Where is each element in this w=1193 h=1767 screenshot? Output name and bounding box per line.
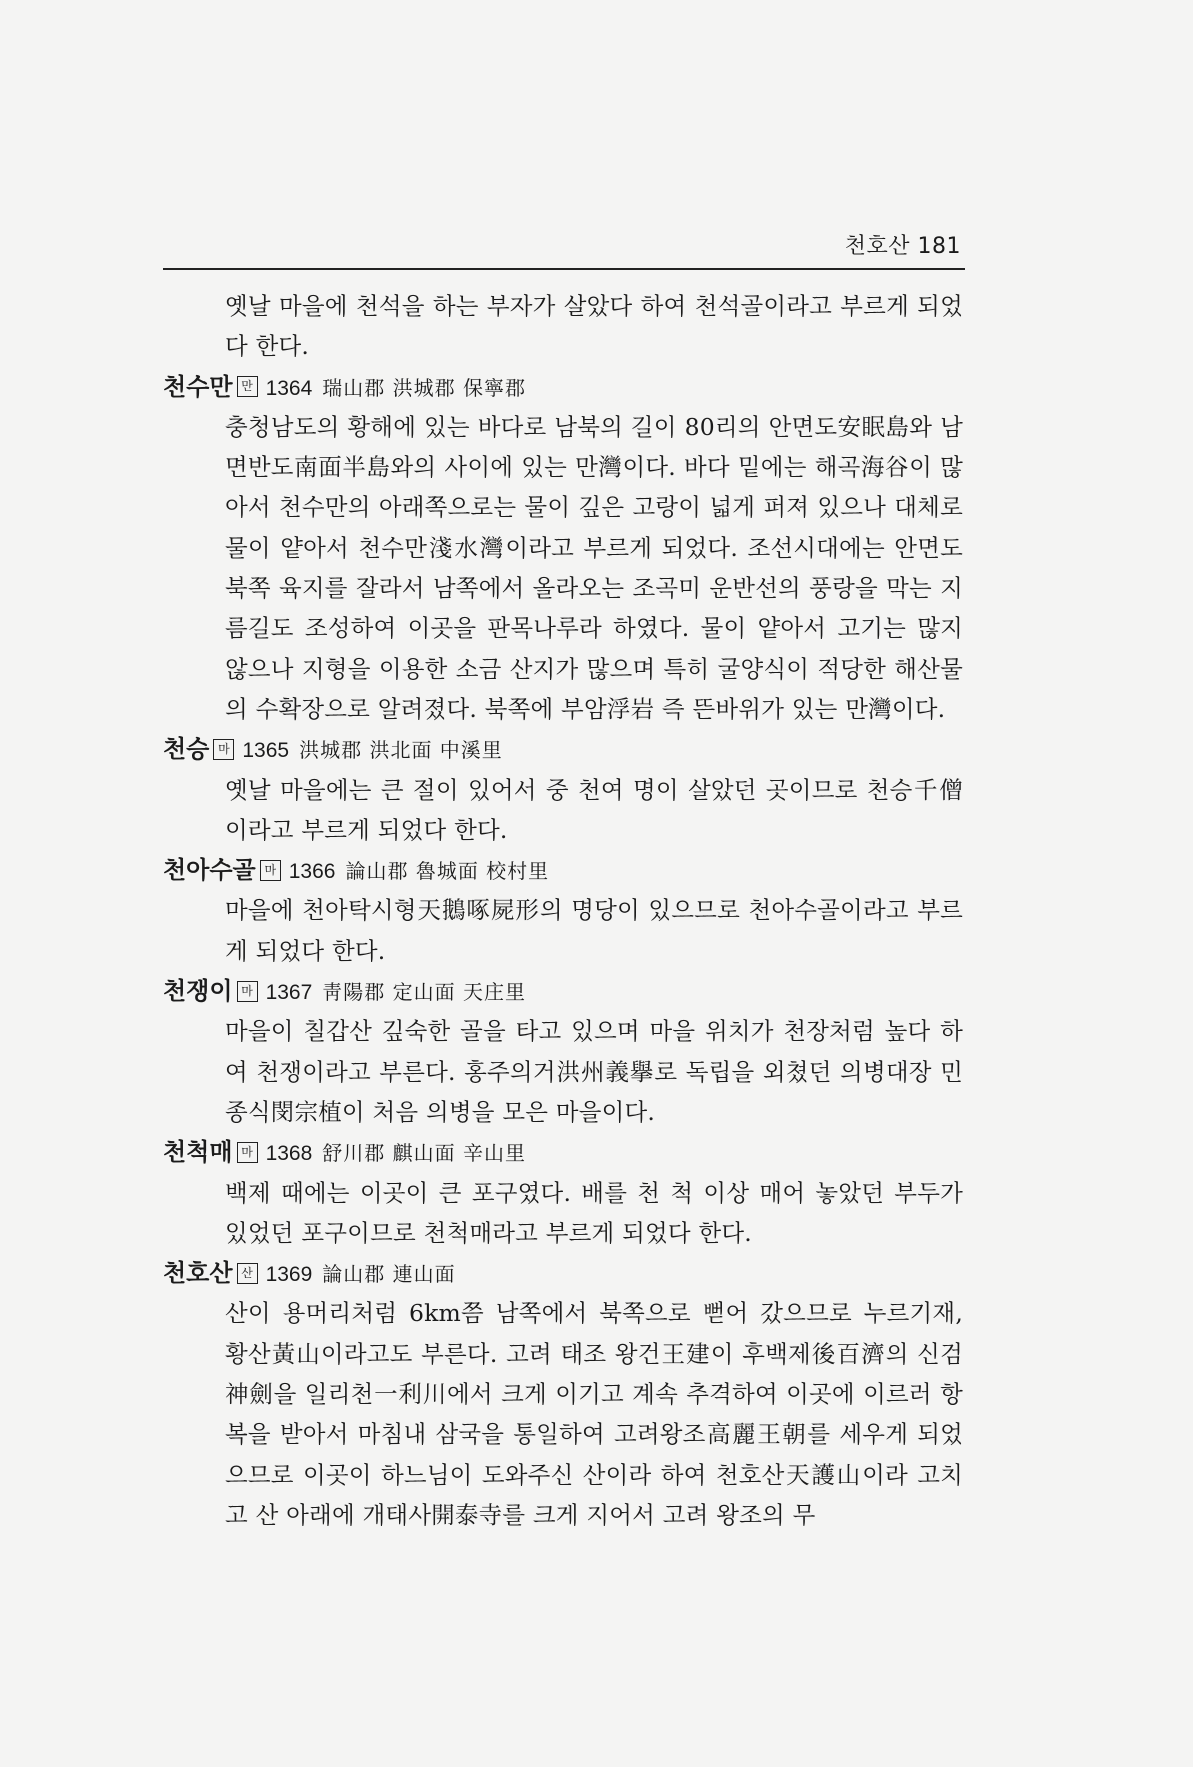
entry-number: 1369 xyxy=(265,1263,313,1287)
entry-type-mark: 만 xyxy=(237,376,258,397)
page-body xyxy=(163,286,973,1535)
entry-type-mark: 마 xyxy=(213,739,234,760)
entry-term: 천호산 xyxy=(163,1259,233,1288)
entry-type-mark: 산 xyxy=(237,1263,258,1284)
entry-term: 천아수골 xyxy=(163,856,256,885)
entry-text: 충청남도의 황해에 있는 바다로 남북의 길이 80리의 안면도安眠島와 남면반도南面半島와의 사이에 있는 만灣이다. 바다 밑에는 해곡海谷이 많아서 천수만의 아래쪽으로는 물이 깊은 고랑이 넓게 퍼져 있으나 대체로 물이 얕아서 천수만淺水灣이라고 부르게 되었다. 조선시대에는 안면도 북쪽 육지를 잘라서 남쪽에서 올라오는 조곡미 운반선의 풍랑을 막는 지름길도 조성하여 이곳을 판목나루라 하였다. 물이 얕아서 고기는 많지 않으나 지형을 이용한 소금 산지가 많으며 특히 굴양식이 적당한 해산물의 수확장으로 알려졌다. 북쪽에 부암浮岩 즉 뜬바위가 있는 만灣이다. xyxy=(225,412,963,723)
entry-text: 마을에 천아탁시형天鵝啄屍形의 명당이 있으므로 천아수골이라고 부르게 되었다 한다. xyxy=(225,896,963,965)
entry-cheonasugol xyxy=(163,850,973,971)
intro-paragraph: 옛날 마을에 천석을 하는 부자가 살았다 하여 천석골이라고 부르게 되었다 한다. xyxy=(225,292,963,361)
entry-location: 瑞山郡 洪城郡 保寧郡 xyxy=(322,375,526,400)
entry-heading xyxy=(163,1253,973,1293)
running-head-text: 천호산 181 xyxy=(844,234,961,259)
entry-cheonjaengi xyxy=(163,971,973,1132)
entry-term: 천승 xyxy=(163,735,210,764)
entry-heading xyxy=(163,367,973,407)
entry-heading xyxy=(163,1132,973,1172)
entry-type-mark: 마 xyxy=(237,1142,258,1163)
entry-number: 1364 xyxy=(265,376,313,400)
entry-type-mark: 마 xyxy=(237,981,258,1002)
entry-text: 마을이 칠갑산 깊숙한 골을 타고 있으며 마을 위치가 천장처럼 높다 하여 천쟁이라고 부른다. 홍주의거洪州義擧로 독립을 외쳤던 의병대장 민종식閔宗植이 처음 의병을 모은 마을이다. xyxy=(225,1017,963,1126)
entry-text: 백제 때에는 이곳이 큰 포구였다. 배를 천 척 이상 매어 놓았던 부두가 있었던 포구이므로 천척매라고 부르게 되었다 한다. xyxy=(225,1178,963,1247)
entry-location: 論山郡 魯城面 校村里 xyxy=(345,859,550,884)
entry-heading xyxy=(163,729,973,769)
entry-location: 靑陽郡 定山面 天庄里 xyxy=(322,980,526,1005)
entry-text: 산이 용머리처럼 6km쯤 남쪽에서 북쪽으로 뻗어 갔으므로 누르기재, 황산黃山이라고도 부른다. 고려 태조 왕건王建이 후백제後百濟의 신검神劍을 일리천一利川에서 크게 이기고 계속 추격하여 이곳에 이르러 항복을 받아서 마침내 삼국을 통일하여 고려왕조高麗王朝를 세우게 되었으므로 이곳이 하느님이 도와주신 산이라 하여 천호산天護山이라 고치고 산 아래에 개태사開泰寺를 크게 지어서 고려 왕조의 무 xyxy=(225,1299,963,1529)
entry-location: 洪城郡 洪北面 中溪里 xyxy=(299,738,503,763)
entry-type-mark: 마 xyxy=(260,860,281,881)
entry-heading xyxy=(163,971,973,1011)
entry-term: 천쟁이 xyxy=(163,977,233,1006)
entry-cheonseung xyxy=(163,729,973,850)
entry-text: 옛날 마을에는 큰 절이 있어서 중 천여 명이 살았던 곳이므로 천승千僧이라고 부르게 되었다 한다. xyxy=(225,775,963,844)
entry-location: 舒川郡 麒山面 辛山里 xyxy=(322,1141,526,1166)
entry-cheoncheokmae xyxy=(163,1132,973,1253)
entry-term: 천수만 xyxy=(163,372,233,401)
entry-cheonsuman xyxy=(163,367,973,730)
running-header xyxy=(163,222,965,270)
entry-number: 1368 xyxy=(265,1142,313,1166)
entry-cheonhosan xyxy=(163,1253,973,1535)
entry-number: 1367 xyxy=(265,981,313,1005)
entry-term: 천척매 xyxy=(163,1138,233,1167)
entry-number: 1365 xyxy=(242,739,290,763)
entry-number: 1366 xyxy=(288,860,336,884)
entry-heading xyxy=(163,850,973,890)
entry-location: 論山郡 連山面 xyxy=(322,1262,456,1287)
